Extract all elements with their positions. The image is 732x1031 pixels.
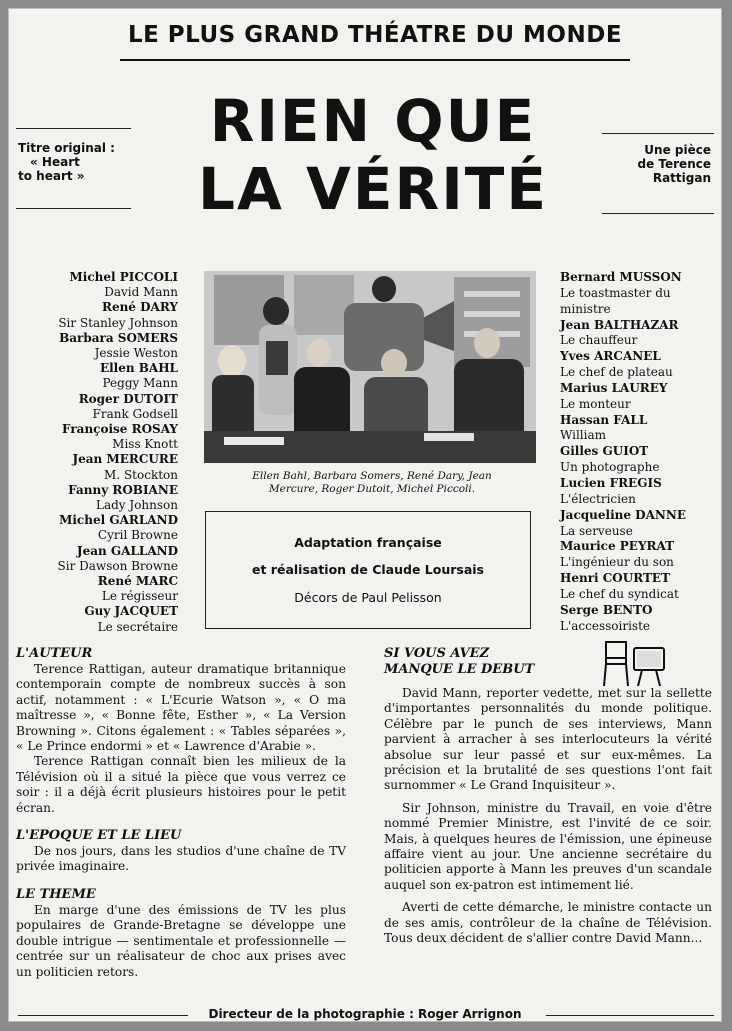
cast-role: Le régisseur xyxy=(101,589,178,604)
cast-role: Le chef de plateau xyxy=(560,365,673,380)
divider xyxy=(16,128,131,129)
banner-heading: LE PLUS GRAND THÉATRE DU MONDE xyxy=(127,22,623,48)
banner-rule xyxy=(120,59,630,61)
cast-role: Lady Johnson xyxy=(95,498,178,513)
cast-role: Cyril Browne xyxy=(97,528,178,543)
cast-actor: Jean BALTHAZAR xyxy=(560,317,679,332)
auteur-paragraph: Terence Rattigan, auteur dramatique britannique contemporain compte de nombreux succès à son actif, notamment : « L'Ecurie Watson », « O ma maîtresse », « Bonne fête, Esther », « La Version Browning ». Citons également : « Tables séparées », « Le Prince endormi » et « Lawrence d'Arabie ». xyxy=(16,662,346,754)
cast-role: Le monteur xyxy=(560,396,631,411)
debut-paragraph: Sir Johnson, ministre du Travail, en voie d'être nommé Premier Ministre, est l'invité de ce soir. Mais, à quelques heures de l'émission, une épineuse affaire vient au jour. Une ancienne secrétaire du politicien apporte à Mann les preuves d'un scandale auquel son ex-patron est intimement lié. xyxy=(384,800,712,892)
cast-actor: Serge BENTO xyxy=(560,602,653,617)
caption-line: Ellen Bahl, Barbara Somers, René Dary, Jean xyxy=(252,470,492,482)
author-note-line: Une pièce xyxy=(644,143,711,157)
chair-and-tv-icon xyxy=(602,636,668,690)
cast-actor: René MARC xyxy=(97,574,178,589)
section-heading-auteur: L'AUTEUR xyxy=(16,646,93,661)
divider xyxy=(16,208,131,209)
cast-role: Le secrétaire xyxy=(97,619,178,634)
section-heading-debut-2: MANQUE LE DEBUT xyxy=(384,662,535,677)
cast-role: L'ingénieur du son xyxy=(560,555,674,570)
cast-actor: René DARY xyxy=(101,300,178,315)
cast-role: ministre xyxy=(560,301,611,316)
cast-actor: Lucien FREGIS xyxy=(560,475,662,490)
section-heading-theme: LE THEME xyxy=(16,886,96,902)
cast-role: Sir Dawson Browne xyxy=(57,558,178,573)
section-heading-epoque: L'EPOQUE ET LE LIEU xyxy=(16,828,182,844)
original-title-line: to heart » xyxy=(18,169,85,183)
cast-actor: Gilles GUIOT xyxy=(560,444,649,459)
cast-role: L'électricien xyxy=(560,491,636,506)
cast-actor: Fanny ROBIANE xyxy=(68,482,178,497)
debut-paragraph: David Mann, reporter vedette, met sur la sellette d'importantes personnalités du monde politique. Célèbre par le punch de ses interviews, Mann parvient à arracher à ses interlocuteurs la vérité absolue sur leur passé et sur eux-mêmes. La précision et la brutalité de ses questions l'ont fait surnommer « Le Grand Inquisiteur ». xyxy=(384,686,712,793)
cast-role: David Mann xyxy=(104,285,178,300)
original-title-line: « Heart xyxy=(30,155,80,169)
cast-actor: Jean MERCURE xyxy=(72,452,178,467)
cast-actor: Bernard MUSSON xyxy=(560,270,682,284)
photo-caption xyxy=(204,470,540,496)
cast-role: Peggy Mann xyxy=(102,376,178,391)
title-line-2: LA VÉRITÉ xyxy=(198,155,548,223)
theme-paragraph: En marge d'une des émissions de TV les plus populaires de Grande-Bretagne se développe une double intrigue — sentimentale et professionnelle — centrée sur un réalisateur de choc aux prises avec un politicien retors. xyxy=(16,902,346,979)
left-column xyxy=(16,646,346,980)
cast-list-left xyxy=(28,270,178,635)
cast-role: Jessie Weston xyxy=(94,346,178,361)
credits-adaptation: Adaptation française xyxy=(294,535,442,550)
credits-box xyxy=(205,511,531,629)
original-title-label: Titre original : xyxy=(18,141,115,155)
cast-role: La serveuse xyxy=(560,523,633,538)
cast-photo-illustration xyxy=(204,271,536,463)
cast-role: M. Stockton xyxy=(104,467,178,482)
credits-decors: Décors de Paul Pelisson xyxy=(294,590,442,605)
cast-role: William xyxy=(560,428,607,443)
cast-actor: Françoise ROSAY xyxy=(62,422,178,437)
cast-actor: Henri COURTET xyxy=(560,571,670,586)
cast-photo xyxy=(204,271,536,463)
cast-actor: Marius LAUREY xyxy=(560,380,668,395)
cast-role: Frank Godsell xyxy=(92,406,178,421)
right-column xyxy=(384,646,712,947)
cast-actor: Ellen BAHL xyxy=(99,361,178,376)
credits-realisation: et réalisation de Claude Loursais xyxy=(252,562,484,577)
cast-actor: Jean GALLAND xyxy=(76,543,178,558)
debut-paragraph: Averti de cette démarche, le ministre contacte un de ses amis, contrôleur de la chaîne de Télévision. Tous deux décident de s'allier contre David Mann... xyxy=(384,900,712,946)
cast-role: Le chef du syndicat xyxy=(560,586,679,601)
epoque-paragraph: De nos jours, dans les studios d'une chaîne de TV privée imaginaire. xyxy=(16,844,346,874)
caption-line: Mercure, Roger Dutoit, Michel Piccoli. xyxy=(268,483,476,495)
divider xyxy=(602,133,714,134)
cast-role: L'accessoiriste xyxy=(560,618,650,633)
divider xyxy=(602,213,714,214)
cast-actor: Guy JACQUET xyxy=(84,604,178,619)
section-heading-debut-1: SI VOUS AVEZ xyxy=(384,646,490,661)
cast-actor: Barbara SOMERS xyxy=(59,330,178,345)
author-note-line: de Terence xyxy=(637,157,711,171)
author-note-line: Rattigan xyxy=(652,171,711,185)
cast-role: Sir Stanley Johnson xyxy=(58,315,178,330)
magazine-page xyxy=(8,8,722,1022)
cast-actor: Yves ARCANEL xyxy=(560,349,661,364)
cast-actor: Jacqueline DANNE xyxy=(560,507,686,522)
cast-role: Le chauffeur xyxy=(560,333,638,348)
author-note xyxy=(598,143,711,185)
auteur-paragraph: Terence Rattigan connaît bien les milieux de la Télévision où il a situé la pièce que vous verrez ce soir : il a déjà écrit plusieurs histoires pour le petit écran. xyxy=(16,754,346,815)
cast-actor: Michel PICCOLI xyxy=(69,270,178,284)
cast-list-right xyxy=(560,270,720,634)
cast-actor: Michel GARLAND xyxy=(59,513,178,528)
original-title-note xyxy=(18,141,115,183)
footer-credit: Directeur de la photographie : Roger Arrignon xyxy=(208,1007,522,1021)
cast-role: Un photographe xyxy=(560,460,660,475)
cast-actor: Hassan FALL xyxy=(560,412,648,427)
cast-actor: Maurice PEYRAT xyxy=(560,539,675,554)
cast-role: Le toastmaster du xyxy=(560,285,671,300)
title-line-1: RIEN QUE xyxy=(209,87,537,155)
cast-actor: Roger DUTOIT xyxy=(78,391,178,406)
cast-role: Miss Knott xyxy=(112,437,178,452)
